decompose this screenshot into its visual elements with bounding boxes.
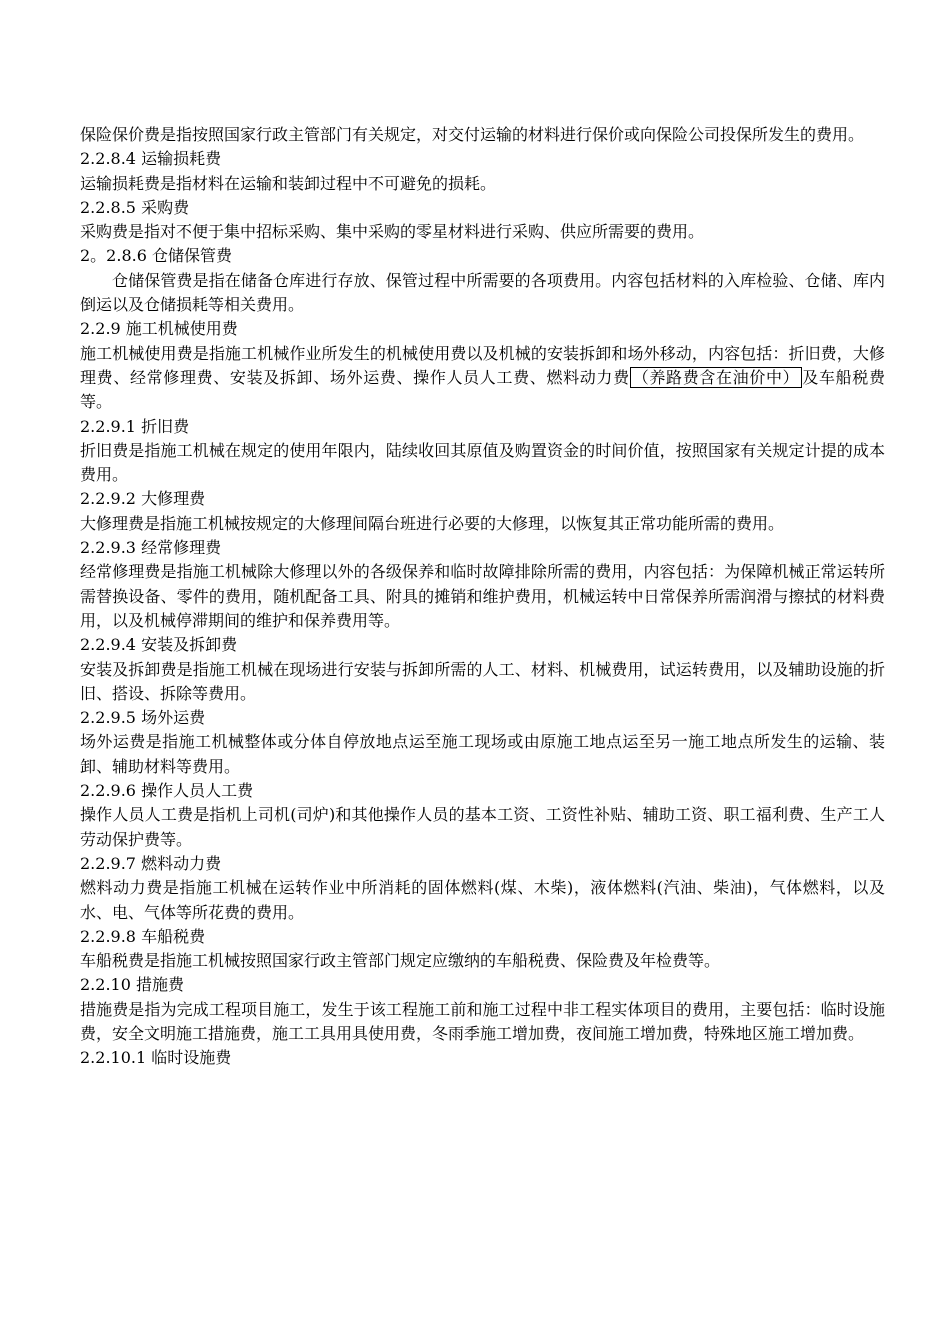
paragraph-fuel-power-fee: 燃料动力费是指施工机械在运转作业中所消耗的固体燃料(煤、木柴)，液体燃料(汽油、柴油)，气体燃料，以及水、电、气体等所花费的费用。 [80,878,885,922]
heading-2-2-9-5: 2.2.9.5 场外运费 [80,708,206,728]
heading-2-2-9-4: 2.2.9.4 安装及拆卸费 [80,635,238,655]
paragraph-routine-repair-fee: 经常修理费是指施工机械除大修理以外的各级保养和临时故障排除所需的费用，内容包括：为保障机械正常运转所需替换设备、零件的费用，随机配备工具、附具的摊销和维护费用，机械运转中日常保养所需润滑与擦拭的材料费用，以及机械停滞期间的维护和保养费用等。 [80,562,885,630]
heading-2-2-9-8: 2.2.9.8 车船税费 [80,926,206,946]
heading-2-2-8-4: 2.2.8.4 运输损耗费 [80,149,222,169]
heading-2-2-9-7: 2.2.9.7 燃料动力费 [80,853,222,873]
paragraph-storage-fee: 仓储保管费是指在储备仓库进行存放、保管过程中所需要的各项费用。内容包括材料的入库检验、仓储、库内倒运以及仓储损耗等相关费用。 [80,270,885,315]
paragraph-measures-fee: 措施费是指为完成工程项目施工，发生于该工程施工前和施工过程中非工程实体项目的费用，主要包括：临时设施费，安全文明施工措施费，施工工具用具使用费，冬雨季施工增加费，夜间施工增加费，特殊地区施工增加费。 [80,999,885,1043]
paragraph-installation-removal-fee: 安装及拆卸费是指施工机械在现场进行安装与拆卸所需的人工、材料、机械费用，试运转费用，以及辅助设施的折旧、搭设、拆除等费用。 [80,659,885,703]
paragraph-depreciation-fee: 折旧费是指施工机械在规定的使用年限内，陆续收回其原值及购置资金的时间价值，按照国家有关规定计提的成本费用。 [80,440,885,485]
heading-2-2-9-2: 2.2.9.2 大修理费 [80,489,206,509]
heading-2-2-9: 2.2.9 施工机械使用费 [80,319,238,339]
heading-2-2-9-3: 2.2.9.3 经常修理费 [80,538,222,558]
heading-2-2-10-1: 2.2.10.1 临时设施费 [80,1048,232,1068]
paragraph-vehicle-tax-fee: 车船税费是指施工机械按照国家行政主管部门规定应缴纳的车船税费、保险费及年检费等。 [80,951,721,971]
paragraph-operator-labor-fee: 操作人员人工费是指机上司机(司炉)和其他操作人员的基本工资、工资性补贴、辅助工资、职工福利费、生产工人劳动保护费等。 [80,805,885,849]
paragraph-offsite-transport-fee: 场外运费是指施工机械整体或分体自停放地点运至施工现场或由原施工地点运至另一施工地点所发生的运输、装卸、辅助材料等费用。 [80,732,885,776]
paragraph-procurement-fee: 采购费是指对不便于集中招标采购、集中采购的零星材料进行采购、供应所需要的费用。 [80,222,705,242]
heading-2-2-9-6: 2.2.9.6 操作人员人工费 [80,781,254,801]
machinery-usage-text: 施工机械使用费是指施工机械作业所发生的机械使用费以及机械的安装拆卸和场外移动，内容包括：折旧费，大修理费、经常修理费、安装及拆卸、场外运费、操作人员人工费、燃料动力费 [80,343,885,387]
boxed-annotation: （养路费含在油价中） [630,367,803,388]
document-page [80,123,885,1071]
machinery-usage-text-end: 及车船税费等。 [80,367,885,412]
heading-2-2-8-5: 2.2.8.5 采购费 [80,197,190,217]
heading-2-2-8-6: 2。2.8.6 仓储保管费 [80,246,232,266]
paragraph-machinery-usage-fee [80,342,885,415]
heading-2-2-10: 2.2.10 措施费 [80,975,184,995]
paragraph-insurance-fee: 保险保价费是指按照国家行政主管部门有关规定，对交付运输的材料进行保价或向保险公司投保所发生的费用。 [80,125,865,144]
heading-2-2-9-1: 2.2.9.1 折旧费 [80,416,190,436]
paragraph-transport-loss-fee: 运输损耗费是指材料在运输和装卸过程中不可避免的损耗。 [80,173,497,193]
paragraph-overhaul-fee: 大修理费是指施工机械按规定的大修理间隔台班进行必要的大修理，以恢复其正常功能所需的费用。 [80,513,785,533]
